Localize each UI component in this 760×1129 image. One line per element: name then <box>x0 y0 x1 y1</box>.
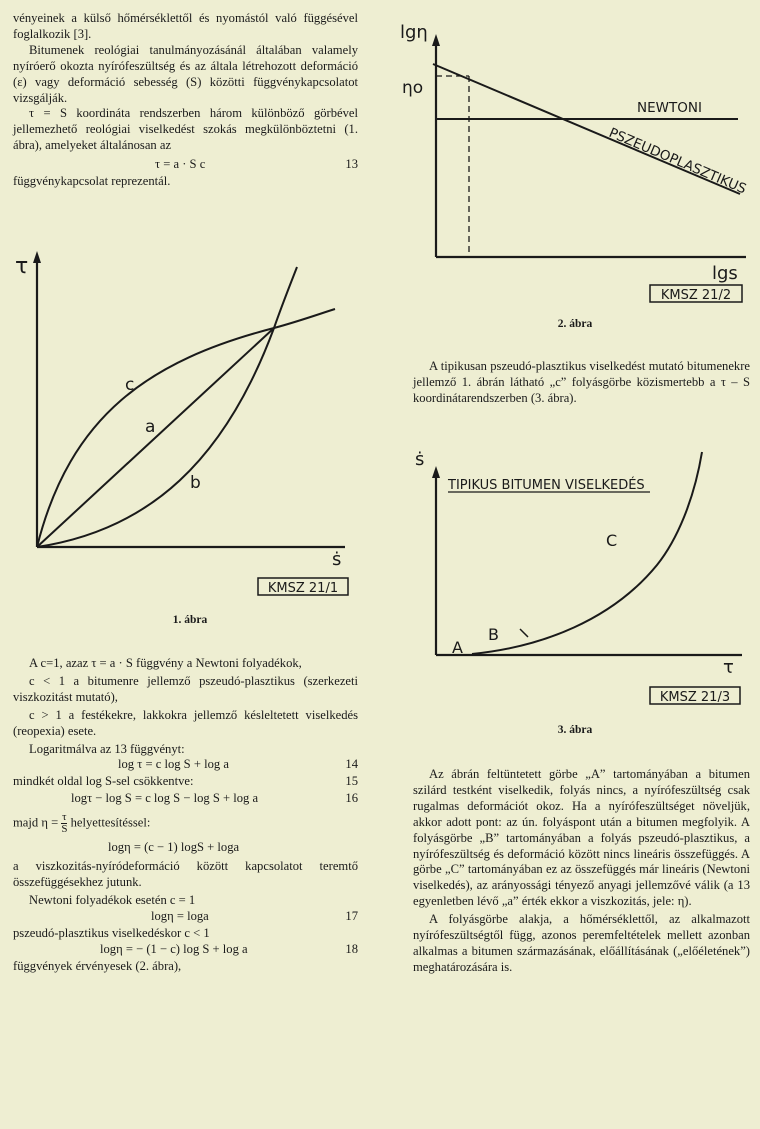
paragraph: c < 1 a bitumenre jellemző pszeudó-plasztikus (szerkezeti viszkozitást mutató), <box>13 673 358 704</box>
curve-b <box>37 267 297 547</box>
figure-1 <box>10 245 350 605</box>
paragraph: vényeinek a külső hőmérséklettől és nyomástól való függésével foglalkozik [3]. <box>13 11 358 41</box>
x-axis-label: lgs <box>712 263 738 284</box>
figure-2-caption: 2. ábra <box>557 318 593 330</box>
curve-a-label: a <box>145 417 156 437</box>
figure-tag: KMSZ 21/3 <box>659 690 731 705</box>
figure-tag: KMSZ 21/2 <box>660 288 732 303</box>
paragraph: Logaritmálva az 13 függvényt: <box>29 741 185 756</box>
paragraph: A folyásgörbe alakja, a hőmérséklettől, az alkalmazott nyírófeszültségtől függ, azonos peremfeltételek mellett azonban alkalmas a bitumen származásának, előállításának („előéletének”) meghatározására is. <box>413 912 750 974</box>
figure-3 <box>412 440 752 735</box>
curve-b-label: b <box>190 473 201 493</box>
paragraph: τ = S koordináta rendszerben három különböző görbével jellemezhető reológiai viselkedést szokás megkülönböztetni (1. ábra), amelyeket általánosan az <box>13 106 358 153</box>
region-b-label: B <box>488 625 499 644</box>
figure-1-caption: 1. ábra <box>172 614 208 626</box>
equation-eta: logη = (c − 1) logS + loga <box>108 840 240 855</box>
figure-2 <box>398 0 758 305</box>
paragraph: Newtoni folyadékok esetén c = 1 <box>29 893 196 908</box>
paragraph: a viszkozitás-nyíródeformáció között kapcsolatot teremtő összefüggésekhez jutunk. <box>13 859 358 890</box>
equation-15: mindkét oldal log S-sel csökkentve: 15 <box>13 774 358 789</box>
paragraph: A tipikusan pszeudó-plasztikus viselkedést mutató bitumenekre jellemző 1. ábrán látható „c” folyásgörbe közismertebb a τ – S koordinátarendszerben (3. ábra). <box>413 359 750 405</box>
equation-16: logτ − log S = c log S − log S + log a 16 <box>71 791 358 806</box>
left-column-top <box>13 11 358 190</box>
region-c-label: C <box>606 531 618 550</box>
paragraph: c > 1 a festékekre, lakkokra jellemző késleltetett viselkedés (reopexia) esete. <box>13 707 358 738</box>
eta0-label: ηo <box>402 78 424 98</box>
paragraph: pszeudó-plasztikus viselkedéskor c < 1 <box>13 926 210 941</box>
equation-13: τ = a · S c 13 <box>155 157 358 172</box>
figure-3-caption: 3. ábra <box>557 724 593 736</box>
paragraph: függvények érvényesek (2. ábra), <box>13 959 182 974</box>
right-column-bottom <box>413 767 750 976</box>
y-axis-label: ṡ <box>415 449 425 470</box>
y-axis-label: lgη <box>400 22 428 43</box>
newtoni-label: NEWTONI <box>637 100 702 116</box>
curve-c <box>37 309 335 547</box>
equation-17: logη = loga 17 <box>151 909 358 924</box>
x-axis-label: ṡ <box>332 549 342 570</box>
substitution-line: majd η = $\frac{\tau}{S}$ helyettesítéssel: <box>13 811 151 836</box>
fraction: $\frac{\tau}{S}$ <box>61 811 68 836</box>
paragraph: A c=1, azaz τ = a · S függvény a Newtoni folyadékok, <box>29 656 302 670</box>
pseudoplastic-label: PSZEUDOPLASZTIKUS <box>606 124 749 198</box>
curve-c-label: c <box>125 375 135 395</box>
equation-14: log τ = c log S + log a 14 <box>118 757 358 772</box>
paragraph: Az ábrán feltüntetett görbe „A” tartományában a bitumen szilárd testként viselkedik, folyás nincs, a nyírófeszültség csak rugalmas deformációt okoz. Ha a nyírófeszültséget növeljük, akkor adott pont: az ún. folyáspont után a bitumen megfolyik. A folyásgörbe „B” tartományában a folyás pszeudó-plasztikus, a nyírófeszültség és deformáció között nincs lineáris összefüggés. A görbe „C” tartományában ez az összefüggés már lineáris (Newtoni viselkedés), az arányossági tényező anyagi jellemzővé válik (a 13 egyenletben lévő „a” érték ekkor a viszkozitás, jele: η). <box>413 767 750 909</box>
region-a-label: A <box>452 638 463 657</box>
equation-18: logη = − (1 − c) log S + log a 18 <box>100 942 358 957</box>
y-axis-label: τ <box>15 254 29 279</box>
paragraph: függvénykapcsolat reprezentál. <box>13 174 171 189</box>
figure-tag: KMSZ 21/1 <box>267 581 339 596</box>
left-column-bottom <box>13 656 358 975</box>
x-axis-label: τ <box>723 657 734 678</box>
paragraph: Bitumenek reológiai tanulmányozásánál általában valamely nyíróerő okozta nyírófeszültség és az általa létrehozott deformáció (ε) vagy deformáció sebesség (S) közötti függvénykapcsolatot vizsgálják. <box>13 42 358 105</box>
right-column-top <box>413 359 750 407</box>
curve-a <box>37 328 274 547</box>
figure-title: TIPIKUS BITUMEN VISELKEDÉS <box>448 478 645 493</box>
